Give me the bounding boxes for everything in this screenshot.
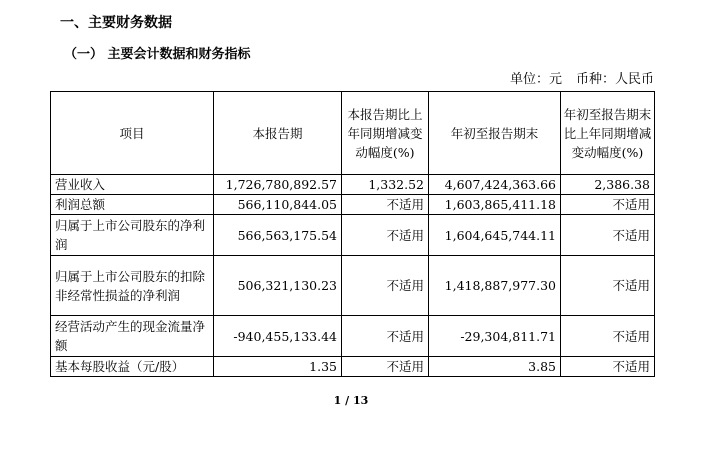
cell-current-period: 506,321,130.23 — [214, 256, 342, 316]
cell-current-period: 566,563,175.54 — [214, 215, 342, 256]
cell-current-change: 1,332.52 — [342, 175, 429, 195]
cell-current-change: 不适用 — [342, 357, 429, 377]
section-title: 一、主要财务数据 — [60, 15, 172, 31]
cell-ytd-change: 不适用 — [561, 316, 655, 357]
row-label: 归属于上市公司股东的净利润 — [51, 215, 214, 256]
table-header-row — [51, 92, 655, 175]
cell-current-change: 不适用 — [342, 316, 429, 357]
row-label: 利润总额 — [51, 195, 214, 215]
row-label: 归属于上市公司股东的扣除非经常性损益的净利润 — [51, 256, 214, 316]
table-row — [51, 316, 655, 357]
header-current-period: 本报告期 — [214, 92, 342, 175]
table-row — [51, 215, 655, 256]
cell-ytd-change: 不适用 — [561, 215, 655, 256]
cell-current-period: 566,110,844.05 — [214, 195, 342, 215]
cell-current-change: 不适用 — [342, 195, 429, 215]
header-ytd: 年初至报告期末 — [429, 92, 561, 175]
row-label: 基本每股收益（元/股） — [51, 357, 214, 377]
page-number: 1 / 13 — [333, 394, 369, 407]
cell-current-change: 不适用 — [342, 256, 429, 316]
row-label: 营业收入 — [51, 175, 214, 195]
cell-current-change: 不适用 — [342, 215, 429, 256]
cell-ytd-change: 不适用 — [561, 195, 655, 215]
cell-ytd: -29,304,811.71 — [429, 316, 561, 357]
cell-ytd: 1,603,865,411.18 — [429, 195, 561, 215]
cell-current-period: 1.35 — [214, 357, 342, 377]
header-current-change: 本报告期比上年同期增减变动幅度(%) — [342, 92, 429, 175]
table-row — [51, 175, 655, 195]
financial-data-table — [50, 91, 655, 377]
table-row — [51, 357, 655, 377]
cell-ytd: 1,418,887,977.30 — [429, 256, 561, 316]
cell-ytd: 4,607,424,363.66 — [429, 175, 561, 195]
header-ytd-change: 年初至报告期末比上年同期增减变动幅度(%) — [561, 92, 655, 175]
row-label: 经营活动产生的现金流量净额 — [51, 316, 214, 357]
header-item: 项目 — [51, 92, 214, 175]
cell-ytd-change: 不适用 — [561, 256, 655, 316]
cell-ytd: 1,604,645,744.11 — [429, 215, 561, 256]
cell-ytd-change: 不适用 — [561, 357, 655, 377]
currency-label: 币种：人民币 — [575, 72, 654, 87]
table-row — [51, 195, 655, 215]
cell-ytd-change: 2,386.38 — [561, 175, 655, 195]
table-row — [51, 256, 655, 316]
unit-line — [510, 72, 654, 88]
cell-current-period: -940,455,133.44 — [214, 316, 342, 357]
unit-label: 单位：元 — [509, 72, 562, 87]
sub-title: （一） 主要会计数据和财务指标 — [64, 47, 251, 62]
cell-current-period: 1,726,780,892.57 — [214, 175, 342, 195]
cell-ytd: 3.85 — [429, 357, 561, 377]
